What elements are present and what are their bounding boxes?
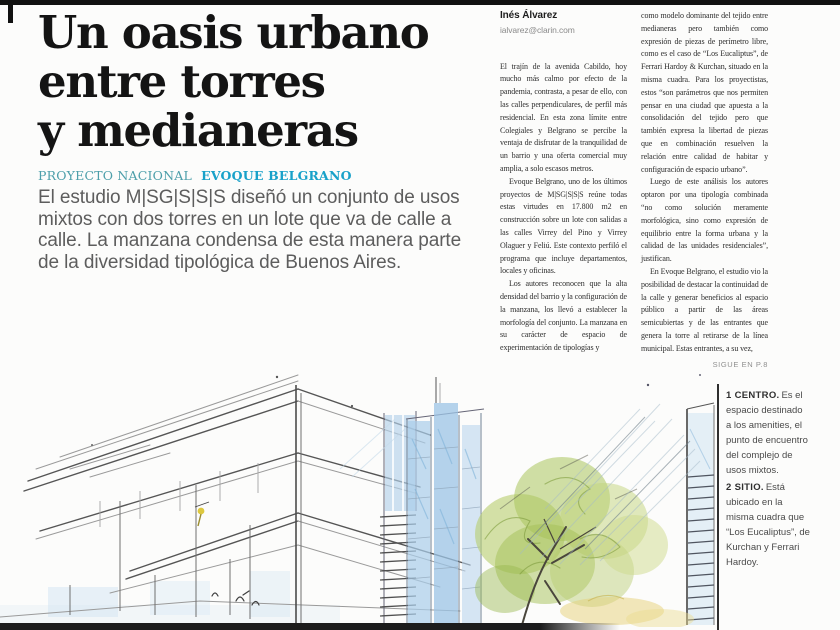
lede: El estudio M|SG|S|S|S diseñó un conjunto de usos mixtos con dos torres en un lote que va de calle a calle. La manzana condensa de esta manera parte de la diversidad tipológica de Buenos Aires. <box>38 187 462 273</box>
page-bottom-edge <box>0 623 620 630</box>
architectural-sketch <box>0 349 715 627</box>
caption-item <box>726 481 810 570</box>
caption-divider <box>717 384 719 630</box>
kicker-section-label: PROYECTO NACIONAL <box>38 168 192 183</box>
caption-text: Está ubicado en la misma cuadra que “Los Eucaliptus”, de Kurchan y Ferrari Hardoy. <box>726 482 810 568</box>
body-paragraph: Los autores reconocen que la alta densidad del barrio y la configuración de la manzana, los llevó a establecer la morfología del conjunto. La manzana en su carácter de espacio de experimentación de tipologías y <box>500 279 627 353</box>
author-name: Inés Álvarez <box>500 10 558 21</box>
headline-line: entre torres <box>38 55 325 108</box>
headline-line: y medianeras <box>38 104 358 157</box>
caption-item <box>726 389 810 478</box>
body-paragraph: como modelo dominante del tejido entre medianeras pero también como expresión de piezas de perímetro libre, como es el caso de “Los Eucaliptus”, de Ferrari Hardoy & Kurchan, situado en la misma cuadra. Para los proyectistas, estos “son parámetros que nos permiten pensar en una ciudad que apuesta a la consolidación del tejido pero que también expresa la libertad de piezas que en combinación resuelven la relación entre calidad de habitar y configuración de espacio urbano”. <box>641 11 768 174</box>
kicker <box>38 168 486 183</box>
body-paragraph: En Evoque Belgrano, el estudio vio la posibilidad de destacar la continuidad de la calle y generar beneficios al espacio público a partir de las áreas semicubiertas y de las entrantes que genera la torre al retirarse de la línea municipal. Estas entrantes, a su vez, <box>641 266 768 353</box>
headline-block <box>38 8 486 273</box>
page-top-edge <box>0 0 840 5</box>
headline-line: Un oasis urbano <box>38 6 429 59</box>
caption-number: 2 <box>726 482 732 494</box>
body-paragraph: El trajín de la avenida Cabildo, hoy mucho más calmo por efecto de la pandemia, contrasta, a pesar de ello, con las calles perpendiculares, de perfil más residencial. En esta zona límite entre Colegiales y Belgrano se percibe la ventaja de disfrutar de la tranquilidad de un barrio y una oferta comercial muy amplia, a solo escasos metros. <box>500 61 627 173</box>
caption-lead: SITIO. <box>734 482 764 494</box>
kicker-project-label: EVOQUE BELGRANO <box>201 168 352 183</box>
caption-number: 1 <box>726 390 732 401</box>
byline <box>500 10 627 37</box>
headline <box>38 8 486 155</box>
body-column-1 <box>500 10 627 355</box>
body-column-2 <box>641 10 768 371</box>
page-left-edge-mark <box>8 0 13 23</box>
author-email: ialvarez@clarin.com <box>500 24 575 35</box>
body-paragraph: Luego de este análisis los autores optaron por una tipología combinada “no como solución meramente morfológica, sino como expresión de equilibrio entre la forma urbana y la calidad de las unidades residenciales”, justifican. <box>641 177 768 264</box>
photo-captions <box>726 389 810 571</box>
continuation-note: SIGUE EN P.8 <box>712 359 768 369</box>
caption-lead: CENTRO. <box>734 390 780 401</box>
body-paragraph: Evoque Belgrano, uno de los últimos proyectos de M|SG|S|S|S reúne todas estas virtudes en 17.800 m2 en construcción sobre un lote con salidas a las calles Virrey del Pino y Virrey Olaguer y Feliú. Este contexto perfiló el programa que incluye departamentos, locales y oficinas. <box>500 176 627 276</box>
caption-text: Es el espacio destinado a los amenities, el punto de encuentro del complejo de usos mixtos. <box>726 390 808 476</box>
